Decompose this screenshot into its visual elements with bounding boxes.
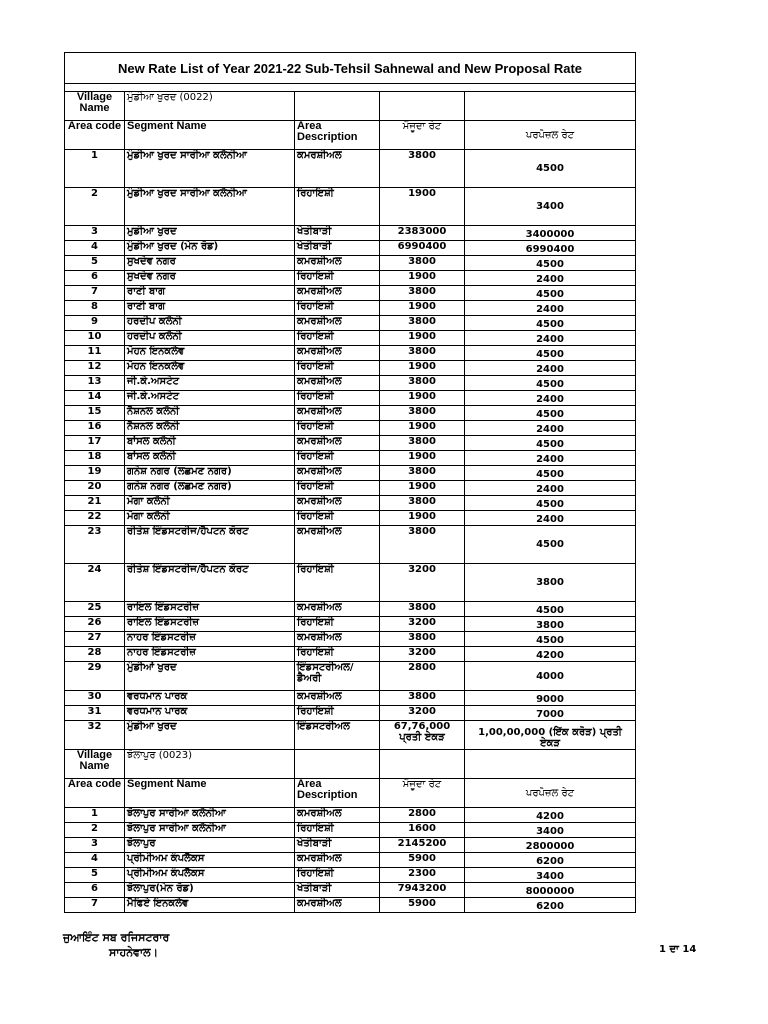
area-description-cell: ਇੰਡਸਟਰੀਅਲ: [295, 721, 380, 750]
table-row: [65, 188, 636, 226]
rate-table: [64, 52, 636, 913]
table-row: [65, 391, 636, 406]
segment-cell: ਝੋਲਾਪੁਰ ਸਾਰੀਆ ਕਲੋਨੀਆ: [125, 823, 295, 838]
table-row: [65, 301, 636, 316]
proposal-rate-cell: 2400: [465, 391, 636, 406]
segment-header: Segment Name: [125, 121, 295, 150]
segment-cell: ਮੁੰਡੀਆਂ ਖੁਰਦ: [125, 662, 295, 691]
current-rate-cell: 1900: [380, 451, 465, 466]
current-rate-cell: 67,76,000 ਪ੍ਰਤੀ ਏਕੜ: [380, 721, 465, 750]
proposal-rate-cell: 3400: [465, 868, 636, 883]
area-code-cell: 5: [65, 256, 125, 271]
segment-cell: ਰੀਤੇਸ਼ ਇੰਡਸਟਰੀਜ/ਹੈਪਟਨ ਕੋਰਟ: [125, 564, 295, 602]
area-description-cell: ਰਿਹਾਇਸ਼ੀ: [295, 391, 380, 406]
table-row: [65, 808, 636, 823]
table-row: [65, 406, 636, 421]
proposal-rate-cell: 4500: [465, 150, 636, 188]
area-code-cell: 19: [65, 466, 125, 481]
proposal-rate-cell: 6200: [465, 898, 636, 913]
current-rate-cell: 1900: [380, 271, 465, 286]
area-description-cell: ਰਿਹਾਇਸ਼ੀ: [295, 617, 380, 632]
area-code-cell: 14: [65, 391, 125, 406]
proposal-rate-cell: 4500: [465, 496, 636, 511]
area-description-cell: ਰਿਹਾਇਸ਼ੀ: [295, 564, 380, 602]
rate-list-sheet: [64, 52, 635, 913]
empty-cell: [465, 92, 636, 121]
table-row: [65, 496, 636, 511]
current-rate-cell: 5900: [380, 898, 465, 913]
current-rate-cell: 7943200: [380, 883, 465, 898]
proposal-rate-cell: 3400: [465, 188, 636, 226]
segment-cell: ਰਾਇਲ ਇੰਡਸਟਰੀਜ਼: [125, 617, 295, 632]
area-code-cell: 6: [65, 271, 125, 286]
table-row: [65, 632, 636, 647]
area-code-cell: 11: [65, 346, 125, 361]
area-description-cell: ਰਿਹਾਇਸ਼ੀ: [295, 301, 380, 316]
segment-cell: ਨੈਸ਼ਨਲ ਕਲੋਨੀ: [125, 421, 295, 436]
segment-cell: ਰਾਣੀ ਬਾਗ: [125, 286, 295, 301]
table-row: [65, 451, 636, 466]
area-description-cell: ਕਮਰਸ਼ੀਅਲ: [295, 466, 380, 481]
segment-cell: ਮੁਡੀਆ ਖੁਰਦ: [125, 226, 295, 241]
page-title: New Rate List of Year 2021-22 Sub-Tehsil Sahnewal and New Proposal Rate: [65, 53, 636, 84]
segment-cell: ਮੈਫਿਏ ਇਨਕਲੇਵ: [125, 898, 295, 913]
table-row: [65, 526, 636, 564]
area-description-cell: ਖੇਤੀਬਾੜੀ: [295, 226, 380, 241]
proposal-rate-cell: 2400: [465, 481, 636, 496]
segment-cell: ਮੋਗਾ ਕਲੋਨੀ: [125, 496, 295, 511]
proposal-rate-cell: 4500: [465, 436, 636, 451]
area-description-cell: ਕਮਰਸ਼ੀਅਲ: [295, 526, 380, 564]
current-rate-cell: 1900: [380, 301, 465, 316]
area-code-cell: 29: [65, 662, 125, 691]
table-row: [65, 271, 636, 286]
area-code-cell: 21: [65, 496, 125, 511]
area-description-cell: ਕਮਰਸ਼ੀਅਲ: [295, 406, 380, 421]
segment-cell: ਬਾਂਸਲ ਕਲੋਨੀ: [125, 451, 295, 466]
current-rate-cell: 1600: [380, 823, 465, 838]
table-row: [65, 898, 636, 913]
area-description-cell: ਖੇਤੀਬਾੜੀ: [295, 241, 380, 256]
segment-cell: ਪ੍ਰੀਮੀਅਮ ਕੰਪਲੈਕਸ: [125, 868, 295, 883]
area-description-cell: ਖੇਤੀਬਾੜੀ: [295, 838, 380, 853]
table-row: [65, 883, 636, 898]
area-code-cell: 1: [65, 808, 125, 823]
area-description-cell: ਕਮਰਸ਼ੀਅਲ: [295, 898, 380, 913]
area-code-cell: 20: [65, 481, 125, 496]
proposal-rate-cell: 4200: [465, 808, 636, 823]
current-rate-cell: 3800: [380, 526, 465, 564]
proposal-rate-cell: 2400: [465, 331, 636, 346]
table-row: [65, 647, 636, 662]
current-rate-cell: 3800: [380, 406, 465, 421]
table-row: [65, 853, 636, 868]
segment-header: Segment Name: [125, 779, 295, 808]
area-description-cell: ਰਿਹਾਇਸ਼ੀ: [295, 511, 380, 526]
proposal-rate-cell: 7000: [465, 706, 636, 721]
area-code-cell: 4: [65, 241, 125, 256]
segment-cell: ਜੀ.ਕੇ.ਅਸਟੇਟ: [125, 391, 295, 406]
area-description-cell: ਕਮਰਸ਼ੀਅਲ: [295, 376, 380, 391]
area-description-cell: ਕਮਰਸ਼ੀਅਲ: [295, 286, 380, 301]
proposal-rate-cell: 1,00,00,000 (ਇੱਕ ਕਰੋੜ) ਪ੍ਰਤੀ ਏਕੜ: [465, 721, 636, 750]
segment-cell: ਜੀ.ਕੇ.ਅਸਟੇਟ: [125, 376, 295, 391]
area-description-cell: ਰਿਹਾਇਸ਼ੀ: [295, 331, 380, 346]
current-rate-cell: 2383000: [380, 226, 465, 241]
current-rate-cell: 3800: [380, 466, 465, 481]
segment-cell: ਗਨੇਸ਼ ਨਗਰ (ਲਛਮਣ ਨਗਰ): [125, 481, 295, 496]
segment-cell: ਝੋਲਾਪੁਰ(ਮੇਨ ਰੋਡ): [125, 883, 295, 898]
current-rate-cell: 1900: [380, 188, 465, 226]
table-row: [65, 511, 636, 526]
segment-cell: ਮੋਹਨ ਇਨਕਲੇਵ: [125, 361, 295, 376]
empty-cell: [380, 750, 465, 779]
proposal-rate-cell: 2400: [465, 271, 636, 286]
current-rate-cell: 2300: [380, 868, 465, 883]
table-row: [65, 361, 636, 376]
segment-cell: ਗਨੇਸ਼ ਨਗਰ (ਲਛਮਣ ਨਗਰ): [125, 466, 295, 481]
current-rate-header: ਮੌਜੂਦਾ ਰੇਟ: [380, 779, 465, 808]
area-code-cell: 17: [65, 436, 125, 451]
table-row: [65, 721, 636, 750]
segment-cell: ਮੁੰਡੀਆ ਖੁਰਦ ਸਾਰੀਆ ਕਲੋਨੀਆ: [125, 150, 295, 188]
area-code-cell: 18: [65, 451, 125, 466]
current-rate-cell: 3800: [380, 346, 465, 361]
table-row: [65, 286, 636, 301]
segment-cell: ਹਰਦੀਪ ਕਲੋਨੀ: [125, 316, 295, 331]
current-rate-cell: 1900: [380, 511, 465, 526]
current-rate-cell: 3800: [380, 436, 465, 451]
area-code-cell: 7: [65, 898, 125, 913]
signature-block: [63, 930, 169, 960]
proposal-rate-cell: 3400000: [465, 226, 636, 241]
area-code-cell: 7: [65, 286, 125, 301]
area-description-cell: ਰਿਹਾਇਸ਼ੀ: [295, 647, 380, 662]
area-code-cell: 10: [65, 331, 125, 346]
proposal-rate-cell: 6200: [465, 853, 636, 868]
area-description-cell: ਰਿਹਾਇਸ਼ੀ: [295, 361, 380, 376]
segment-cell: ਝੋਲਾਪੁਰ ਸਾਰੀਆ ਕਲੋਨੀਆ: [125, 808, 295, 823]
empty-cell: [295, 750, 380, 779]
proposal-rate-cell: 4200: [465, 647, 636, 662]
area-code-cell: 2: [65, 188, 125, 226]
current-rate-header: ਮੌਜੂਦਾ ਰੇਟ: [380, 121, 465, 150]
area-code-cell: 22: [65, 511, 125, 526]
current-rate-cell: 3200: [380, 617, 465, 632]
segment-cell: ਨੈਸ਼ਨਲ ਕਲੋਨੀ: [125, 406, 295, 421]
table-row: [65, 823, 636, 838]
segment-cell: ਮੋਹਨ ਇਨਕਲੇਵ: [125, 346, 295, 361]
segment-cell: ਮੁੰਡੀਆ ਖੁਰਦ (ਮੇਨ ਰੋਡ): [125, 241, 295, 256]
proposal-rate-cell: 4500: [465, 346, 636, 361]
proposal-rate-cell: 4500: [465, 406, 636, 421]
current-rate-cell: 3800: [380, 632, 465, 647]
area-code-cell: 3: [65, 226, 125, 241]
segment-cell: ਮੋਗਾ ਕਲੋਨੀ: [125, 511, 295, 526]
area-description-cell: ਕਮਰਸ਼ੀਅਲ: [295, 346, 380, 361]
village-name: ਮੁੰਡੀਆ ਖੁਰਦ (0022): [125, 92, 295, 121]
table-row: [65, 691, 636, 706]
current-rate-cell: 3200: [380, 564, 465, 602]
area-code-cell: 24: [65, 564, 125, 602]
proposal-rate-cell: 3800: [465, 617, 636, 632]
empty-cell: [295, 92, 380, 121]
current-rate-cell: 3800: [380, 256, 465, 271]
proposal-rate-cell: 4500: [465, 466, 636, 481]
current-rate-cell: 3200: [380, 647, 465, 662]
proposal-rate-cell: 4000: [465, 662, 636, 691]
table-row: [65, 838, 636, 853]
current-rate-cell: 3800: [380, 376, 465, 391]
proposal-rate-cell: 2400: [465, 361, 636, 376]
proposal-rate-cell: 9000: [465, 691, 636, 706]
segment-cell: ਹਰਦੀਪ ਕਲੋਨੀ: [125, 331, 295, 346]
current-rate-cell: 2145200: [380, 838, 465, 853]
table-row: [65, 150, 636, 188]
area-description-cell: ਰਿਹਾਇਸ਼ੀ: [295, 188, 380, 226]
area-description-header: Area Description: [295, 121, 380, 150]
segment-cell: ਝੋਲਾਪੁਰ: [125, 838, 295, 853]
area-code-cell: 6: [65, 883, 125, 898]
area-code-cell: 30: [65, 691, 125, 706]
table-row: [65, 241, 636, 256]
current-rate-cell: 1900: [380, 331, 465, 346]
village-row: [65, 92, 636, 121]
proposal-rate-cell: 2400: [465, 421, 636, 436]
area-description-cell: ਕਮਰਸ਼ੀਅਲ: [295, 808, 380, 823]
current-rate-cell: 6990400: [380, 241, 465, 256]
area-description-cell: ਕਮਰਸ਼ੀਅਲ: [295, 853, 380, 868]
proposal-rate-cell: 4500: [465, 632, 636, 647]
table-row: [65, 617, 636, 632]
table-row: [65, 662, 636, 691]
village-label: Village Name: [65, 92, 125, 121]
empty-cell: [465, 750, 636, 779]
area-code-cell: 32: [65, 721, 125, 750]
table-row: [65, 421, 636, 436]
proposal-rate-header: ਪਰਪੋਜ਼ਲ ਰੇਟ: [465, 779, 636, 808]
area-code-cell: 3: [65, 838, 125, 853]
area-code-header: Area code: [65, 121, 125, 150]
area-code-cell: 2: [65, 823, 125, 838]
segment-cell: ਰਾਇਲ ਇੰਡਸਟਰੀਜ਼: [125, 602, 295, 617]
empty-cell: [380, 92, 465, 121]
proposal-rate-cell: 2400: [465, 301, 636, 316]
signatory-title: ਜੁਆਇੰਟ ਸਬ ਰਜਿਸਟਰਾਰ: [63, 931, 170, 944]
area-description-cell: ਕਮਰਸ਼ੀਅਲ: [295, 316, 380, 331]
area-code-cell: 26: [65, 617, 125, 632]
table-row: [65, 226, 636, 241]
segment-cell: ਮੁੰਡੀਆ ਖੁਰਦ: [125, 721, 295, 750]
spacer-row: [65, 84, 636, 92]
proposal-rate-cell: 3800: [465, 564, 636, 602]
segment-cell: ਨਾਹਰ ਇੰਡਸਟਰੀਜ਼: [125, 647, 295, 662]
segment-cell: ਮੁੰਡੀਆ ਖੁਰਦ ਸਾਰੀਆ ਕਲੋਨੀਆ: [125, 188, 295, 226]
table-row: [65, 376, 636, 391]
village-row: [65, 750, 636, 779]
title-row: [65, 53, 636, 84]
village-label: Village Name: [65, 750, 125, 779]
proposal-rate-cell: 3400: [465, 823, 636, 838]
area-description-cell: ਰਿਹਾਇਸ਼ੀ: [295, 823, 380, 838]
area-code-cell: 27: [65, 632, 125, 647]
area-code-cell: 4: [65, 853, 125, 868]
area-description-header: Area Description: [295, 779, 380, 808]
proposal-rate-cell: 8000000: [465, 883, 636, 898]
segment-cell: ਬਾਂਸਲ ਕਲੋਨੀ: [125, 436, 295, 451]
signatory-office: ਸਾਹਨੇਵਾਲ।: [109, 946, 158, 959]
segment-cell: ਵਰਧਮਾਨ ਪਾਰਕ: [125, 691, 295, 706]
area-description-cell: ਰਿਹਾਇਸ਼ੀ: [295, 868, 380, 883]
proposal-rate-cell: 6990400: [465, 241, 636, 256]
area-description-cell: ਰਿਹਾਇਸ਼ੀ: [295, 706, 380, 721]
proposal-rate-cell: 4500: [465, 602, 636, 617]
current-rate-cell: 3800: [380, 286, 465, 301]
area-description-cell: ਕਮਰਸ਼ੀਅਲ: [295, 150, 380, 188]
table-row: [65, 346, 636, 361]
proposal-rate-cell: 2400: [465, 451, 636, 466]
table-row: [65, 564, 636, 602]
table-row: [65, 256, 636, 271]
current-rate-cell: 3800: [380, 316, 465, 331]
current-rate-cell: 3800: [380, 150, 465, 188]
current-rate-cell: 1900: [380, 421, 465, 436]
area-description-cell: ਕਮਰਸ਼ੀਅਲ: [295, 256, 380, 271]
segment-cell: ਰਾਣੀ ਬਾਗ: [125, 301, 295, 316]
current-rate-cell: 3800: [380, 496, 465, 511]
area-description-cell: ਕਮਰਸ਼ੀਅਲ: [295, 691, 380, 706]
area-code-cell: 15: [65, 406, 125, 421]
village-name: ਝੋਲਾਪੁਰ (0023): [125, 750, 295, 779]
table-row: [65, 706, 636, 721]
segment-cell: ਨਾਹਰ ਇੰਡਸਟਰੀਜ਼: [125, 632, 295, 647]
current-rate-cell: 3800: [380, 602, 465, 617]
segment-cell: ਵਰਧਮਾਨ ਪਾਰਕ: [125, 706, 295, 721]
area-description-cell: ਇੰਡਸਟਰੀਅਲ/ ਡੈਅਰੀ: [295, 662, 380, 691]
segment-cell: ਪ੍ਰੀਮੀਅਮ ਕੰਪਲੈਕਸ: [125, 853, 295, 868]
area-description-cell: ਰਿਹਾਇਸ਼ੀ: [295, 271, 380, 286]
column-header-row: [65, 121, 636, 150]
current-rate-cell: 5900: [380, 853, 465, 868]
area-description-cell: ਰਿਹਾਇਸ਼ੀ: [295, 451, 380, 466]
area-code-cell: 31: [65, 706, 125, 721]
current-rate-cell: 3200: [380, 706, 465, 721]
proposal-rate-cell: 2800000: [465, 838, 636, 853]
proposal-rate-cell: 4500: [465, 286, 636, 301]
area-code-cell: 5: [65, 868, 125, 883]
current-rate-cell: 2800: [380, 808, 465, 823]
proposal-rate-cell: 4500: [465, 316, 636, 331]
current-rate-cell: 1900: [380, 361, 465, 376]
proposal-rate-header: ਪਰਪੋਜ਼ਲ ਰੇਟ: [465, 121, 636, 150]
segment-cell: ਰੀਤੇਸ਼ ਇੰਡਸਟਰੀਜ/ਹੈਪਟਨ ਕੋਰਟ: [125, 526, 295, 564]
table-row: [65, 316, 636, 331]
area-description-cell: ਕਮਰਸ਼ੀਅਲ: [295, 632, 380, 647]
area-code-cell: 1: [65, 150, 125, 188]
area-code-cell: 23: [65, 526, 125, 564]
area-description-cell: ਰਿਹਾਇਸ਼ੀ: [295, 481, 380, 496]
area-description-cell: ਰਿਹਾਇਸ਼ੀ: [295, 421, 380, 436]
table-row: [65, 868, 636, 883]
area-description-cell: ਖੇਤੀਬਾੜੀ: [295, 883, 380, 898]
column-header-row: [65, 779, 636, 808]
current-rate-cell: 3800: [380, 691, 465, 706]
area-code-cell: 9: [65, 316, 125, 331]
page-number: 1 ਦਾ 14: [659, 944, 697, 955]
current-rate-cell: 1900: [380, 481, 465, 496]
current-rate-cell: 2800: [380, 662, 465, 691]
table-row: [65, 466, 636, 481]
table-row: [65, 436, 636, 451]
area-code-cell: 28: [65, 647, 125, 662]
table-row: [65, 602, 636, 617]
proposal-rate-cell: 4500: [465, 526, 636, 564]
proposal-rate-cell: 4500: [465, 256, 636, 271]
area-description-cell: ਕਮਰਸ਼ੀਅਲ: [295, 496, 380, 511]
segment-cell: ਸੁਖਦੇਵ ਨਗਰ: [125, 271, 295, 286]
area-code-cell: 25: [65, 602, 125, 617]
current-rate-cell: 1900: [380, 391, 465, 406]
area-description-cell: ਕਮਰਸ਼ੀਅਲ: [295, 436, 380, 451]
area-code-cell: 16: [65, 421, 125, 436]
area-code-cell: 12: [65, 361, 125, 376]
area-code-header: Area code: [65, 779, 125, 808]
area-description-cell: ਕਮਰਸ਼ੀਅਲ: [295, 602, 380, 617]
segment-cell: ਸੁਖਦੇਵ ਨਗਰ: [125, 256, 295, 271]
proposal-rate-cell: 2400: [465, 511, 636, 526]
proposal-rate-cell: 4500: [465, 376, 636, 391]
area-code-cell: 13: [65, 376, 125, 391]
table-row: [65, 481, 636, 496]
area-code-cell: 8: [65, 301, 125, 316]
table-row: [65, 331, 636, 346]
